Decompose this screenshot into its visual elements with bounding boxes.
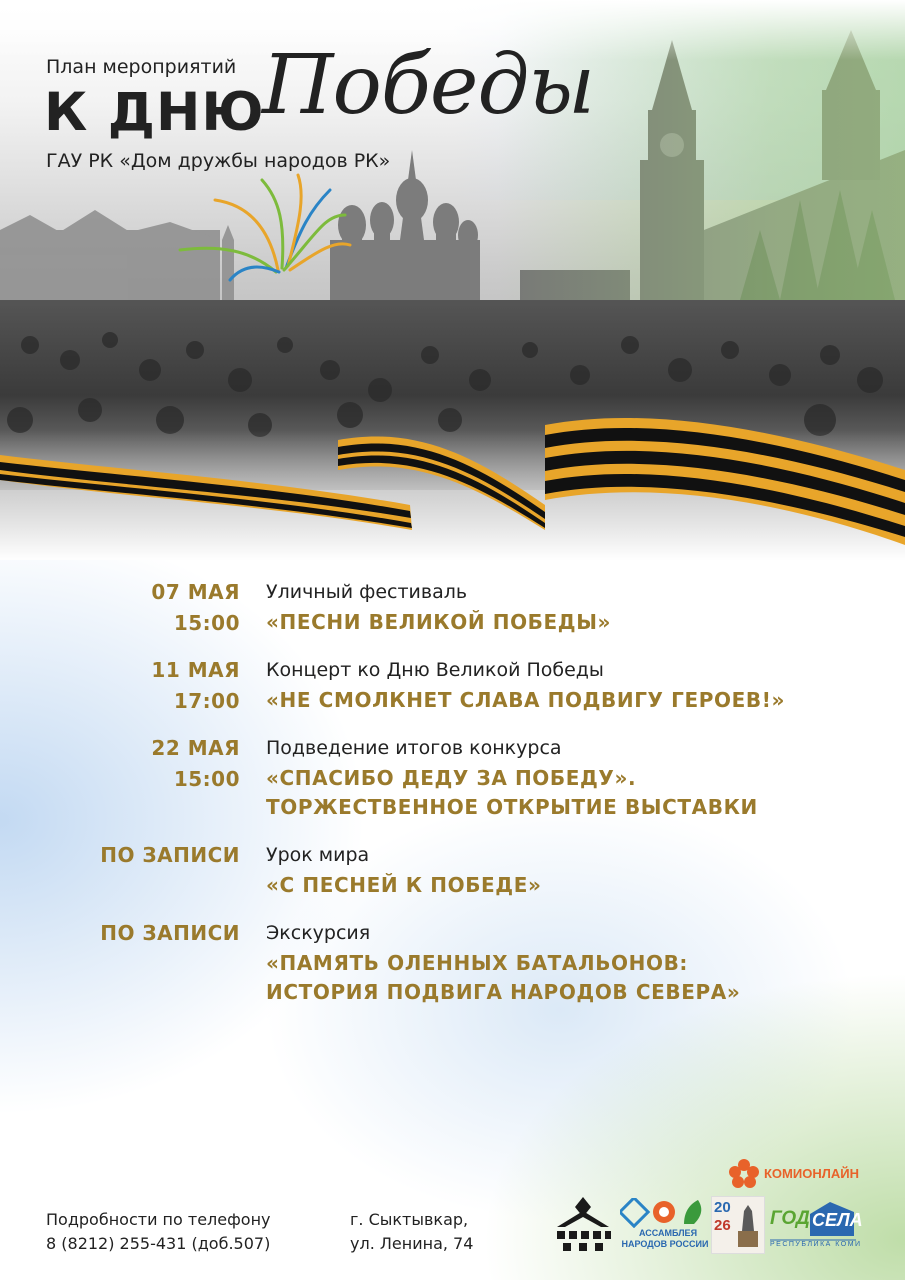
assembly-logo-icon (620, 1198, 708, 1228)
organization-name: ГАУ РК «Дом дружбы народов РК» (46, 150, 391, 172)
monument-icon (734, 1201, 762, 1249)
address-city: г. Сыктывкар, (350, 1210, 469, 1229)
event-date: ПО ЗАПИСИ (100, 921, 240, 945)
event-date: 22 МАЯ (151, 736, 240, 760)
event-title: «ПАМЯТЬ ОЛЕННЫХ БАТАЛЬОНОВ: (266, 951, 689, 975)
assembly-logo-text-2: НАРОДОВ РОССИИ (621, 1239, 709, 1249)
event-title: «С ПЕСНЕЙ К ПОБЕДЕ» (266, 873, 542, 897)
event-title: «СПАСИБО ДЕДУ ЗА ПОБЕДУ». (266, 766, 637, 790)
ornament-logo-icon (553, 1197, 613, 1253)
event-type: Уличный фестиваль (266, 581, 468, 603)
year-2026-bottom: 26 (714, 1217, 731, 1234)
poster-title-script: Победы (262, 38, 595, 133)
event-time: 15:00 (173, 767, 240, 791)
event-time: 15:00 (173, 611, 240, 635)
event-type: Урок мира (266, 844, 370, 866)
event-time: 17:00 (173, 689, 240, 713)
event-title-line-2: ТОРЖЕСТВЕННОЕ ОТКРЫТИЕ ВЫСТАВКИ (266, 795, 758, 819)
event-type: Экскурсия (266, 922, 371, 944)
event-type: Подведение итогов конкурса (266, 737, 562, 759)
event-title: «НЕ СМОЛКНЕТ СЛАВА ПОДВИГУ ГЕРОЕВ!» (266, 688, 785, 712)
event-type: Концерт ко Дню Великой Победы (266, 659, 604, 681)
phone-number: 8 (8212) 255-431 (доб.507) (46, 1234, 271, 1253)
event-date: 07 МАЯ (151, 580, 240, 604)
year-2026-logo (711, 1196, 765, 1254)
god-sela-text-2: СЕЛА (812, 1210, 863, 1230)
phone-label: Подробности по телефону (46, 1210, 271, 1229)
event-date: ПО ЗАПИСИ (100, 843, 240, 867)
poster-subtitle: План мероприятий (46, 56, 237, 78)
event-date: 11 МАЯ (151, 658, 240, 682)
god-sela-republic-text: РЕСПУБЛИКА КОМИ (770, 1241, 862, 1248)
event-title-line-2: ИСТОРИЯ ПОДВИГА НАРОДОВ СЕВЕРА» (266, 980, 741, 1004)
komionline-logo-icon (727, 1158, 761, 1190)
god-sela-text-1: ГОД (770, 1208, 810, 1229)
komionline-logo-text: КОМИОНЛАЙН (764, 1166, 859, 1181)
address-street: ул. Ленина, 74 (350, 1234, 474, 1253)
assembly-logo-text-1: АССАМБЛЕЯ (638, 1228, 698, 1238)
poster-title-main: К ДНЮ (44, 82, 265, 143)
year-2026-top: 20 (714, 1199, 731, 1216)
event-title: «ПЕСНИ ВЕЛИКОЙ ПОБЕДЫ» (266, 610, 612, 634)
